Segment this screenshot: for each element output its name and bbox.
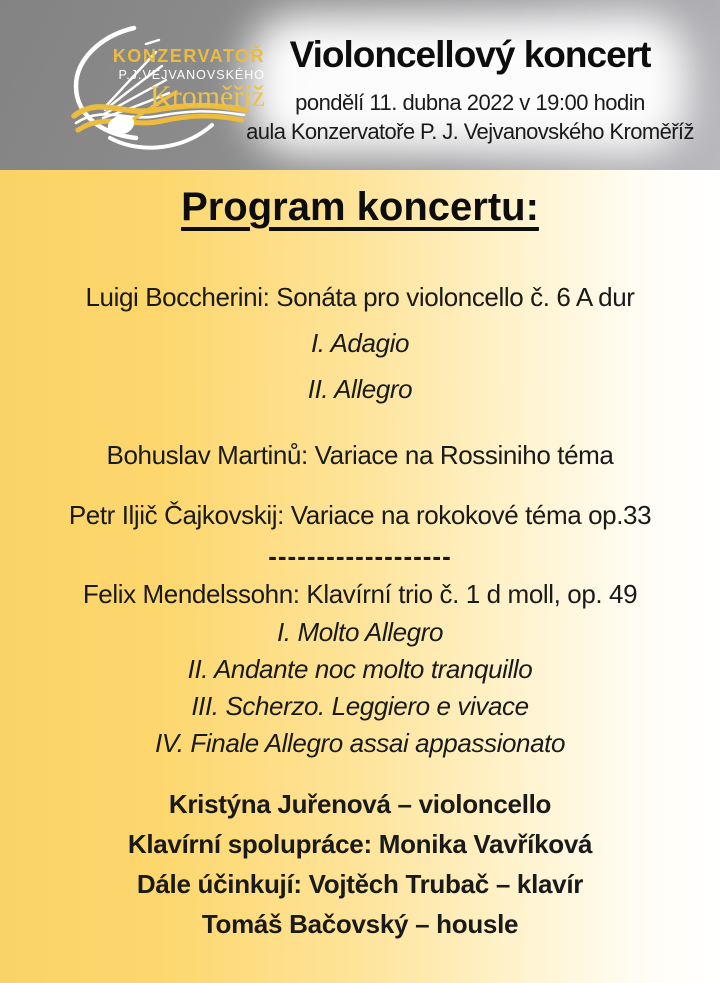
program-line: II. Andante noc molto tranquillo <box>187 654 533 684</box>
program-section <box>0 170 720 983</box>
logo-text-vejvanovskeho: P.J.VEJVANOVSKÉHO <box>118 68 265 82</box>
header-text-block <box>225 0 715 170</box>
concert-date: pondělí 11. dubna 2022 v 19:00 hodin <box>295 90 645 115</box>
separator-line: ------------------- <box>268 541 452 571</box>
program-line: Petr Iljič Čajkovskij: Variace na rokokové téma op.33 <box>68 500 652 530</box>
header <box>0 0 720 170</box>
concert-title: Violoncellový koncert <box>289 34 651 75</box>
program-group-boccherini <box>0 274 720 412</box>
logo-text-kromeriz: Kroměříž <box>150 80 265 113</box>
performer-line: Dále účinkují: Vojtěch Trubač – klavír <box>136 869 584 899</box>
program-line: I. Molto Allegro <box>276 617 444 647</box>
program-line: I. Adagio <box>310 328 410 358</box>
program-line: Felix Mendelssohn: Klavírní trio č. 1 d moll, op. 49 <box>82 579 638 609</box>
logo-text-konzervator: KONZERVATOŘ <box>112 46 265 66</box>
program-line: Luigi Boccherini: Sonáta pro violoncello č. 6 A dur <box>85 282 635 312</box>
program-heading-text: Program koncertu: <box>181 185 539 229</box>
performer-line: Klavírní spolupráce: Monika Vavříková <box>127 829 593 859</box>
performers-section <box>0 784 720 944</box>
performer-line: Kristýna Juřenová – violoncello <box>168 789 552 819</box>
program-line: IV. Finale Allegro assai appassionato <box>154 728 566 758</box>
program-line: III. Scherzo. Leggiero e vivace <box>191 691 529 721</box>
program-line: II. Allegro <box>307 374 413 404</box>
program-heading <box>0 184 720 230</box>
performer-line: Tomáš Bačovský – housle <box>201 909 519 939</box>
concert-venue: aula Konzervatoře P. J. Vejvanovského Kroměříž <box>246 119 694 144</box>
program-line: Bohuslav Martinů: Variace na Rossiniho téma <box>106 440 614 470</box>
